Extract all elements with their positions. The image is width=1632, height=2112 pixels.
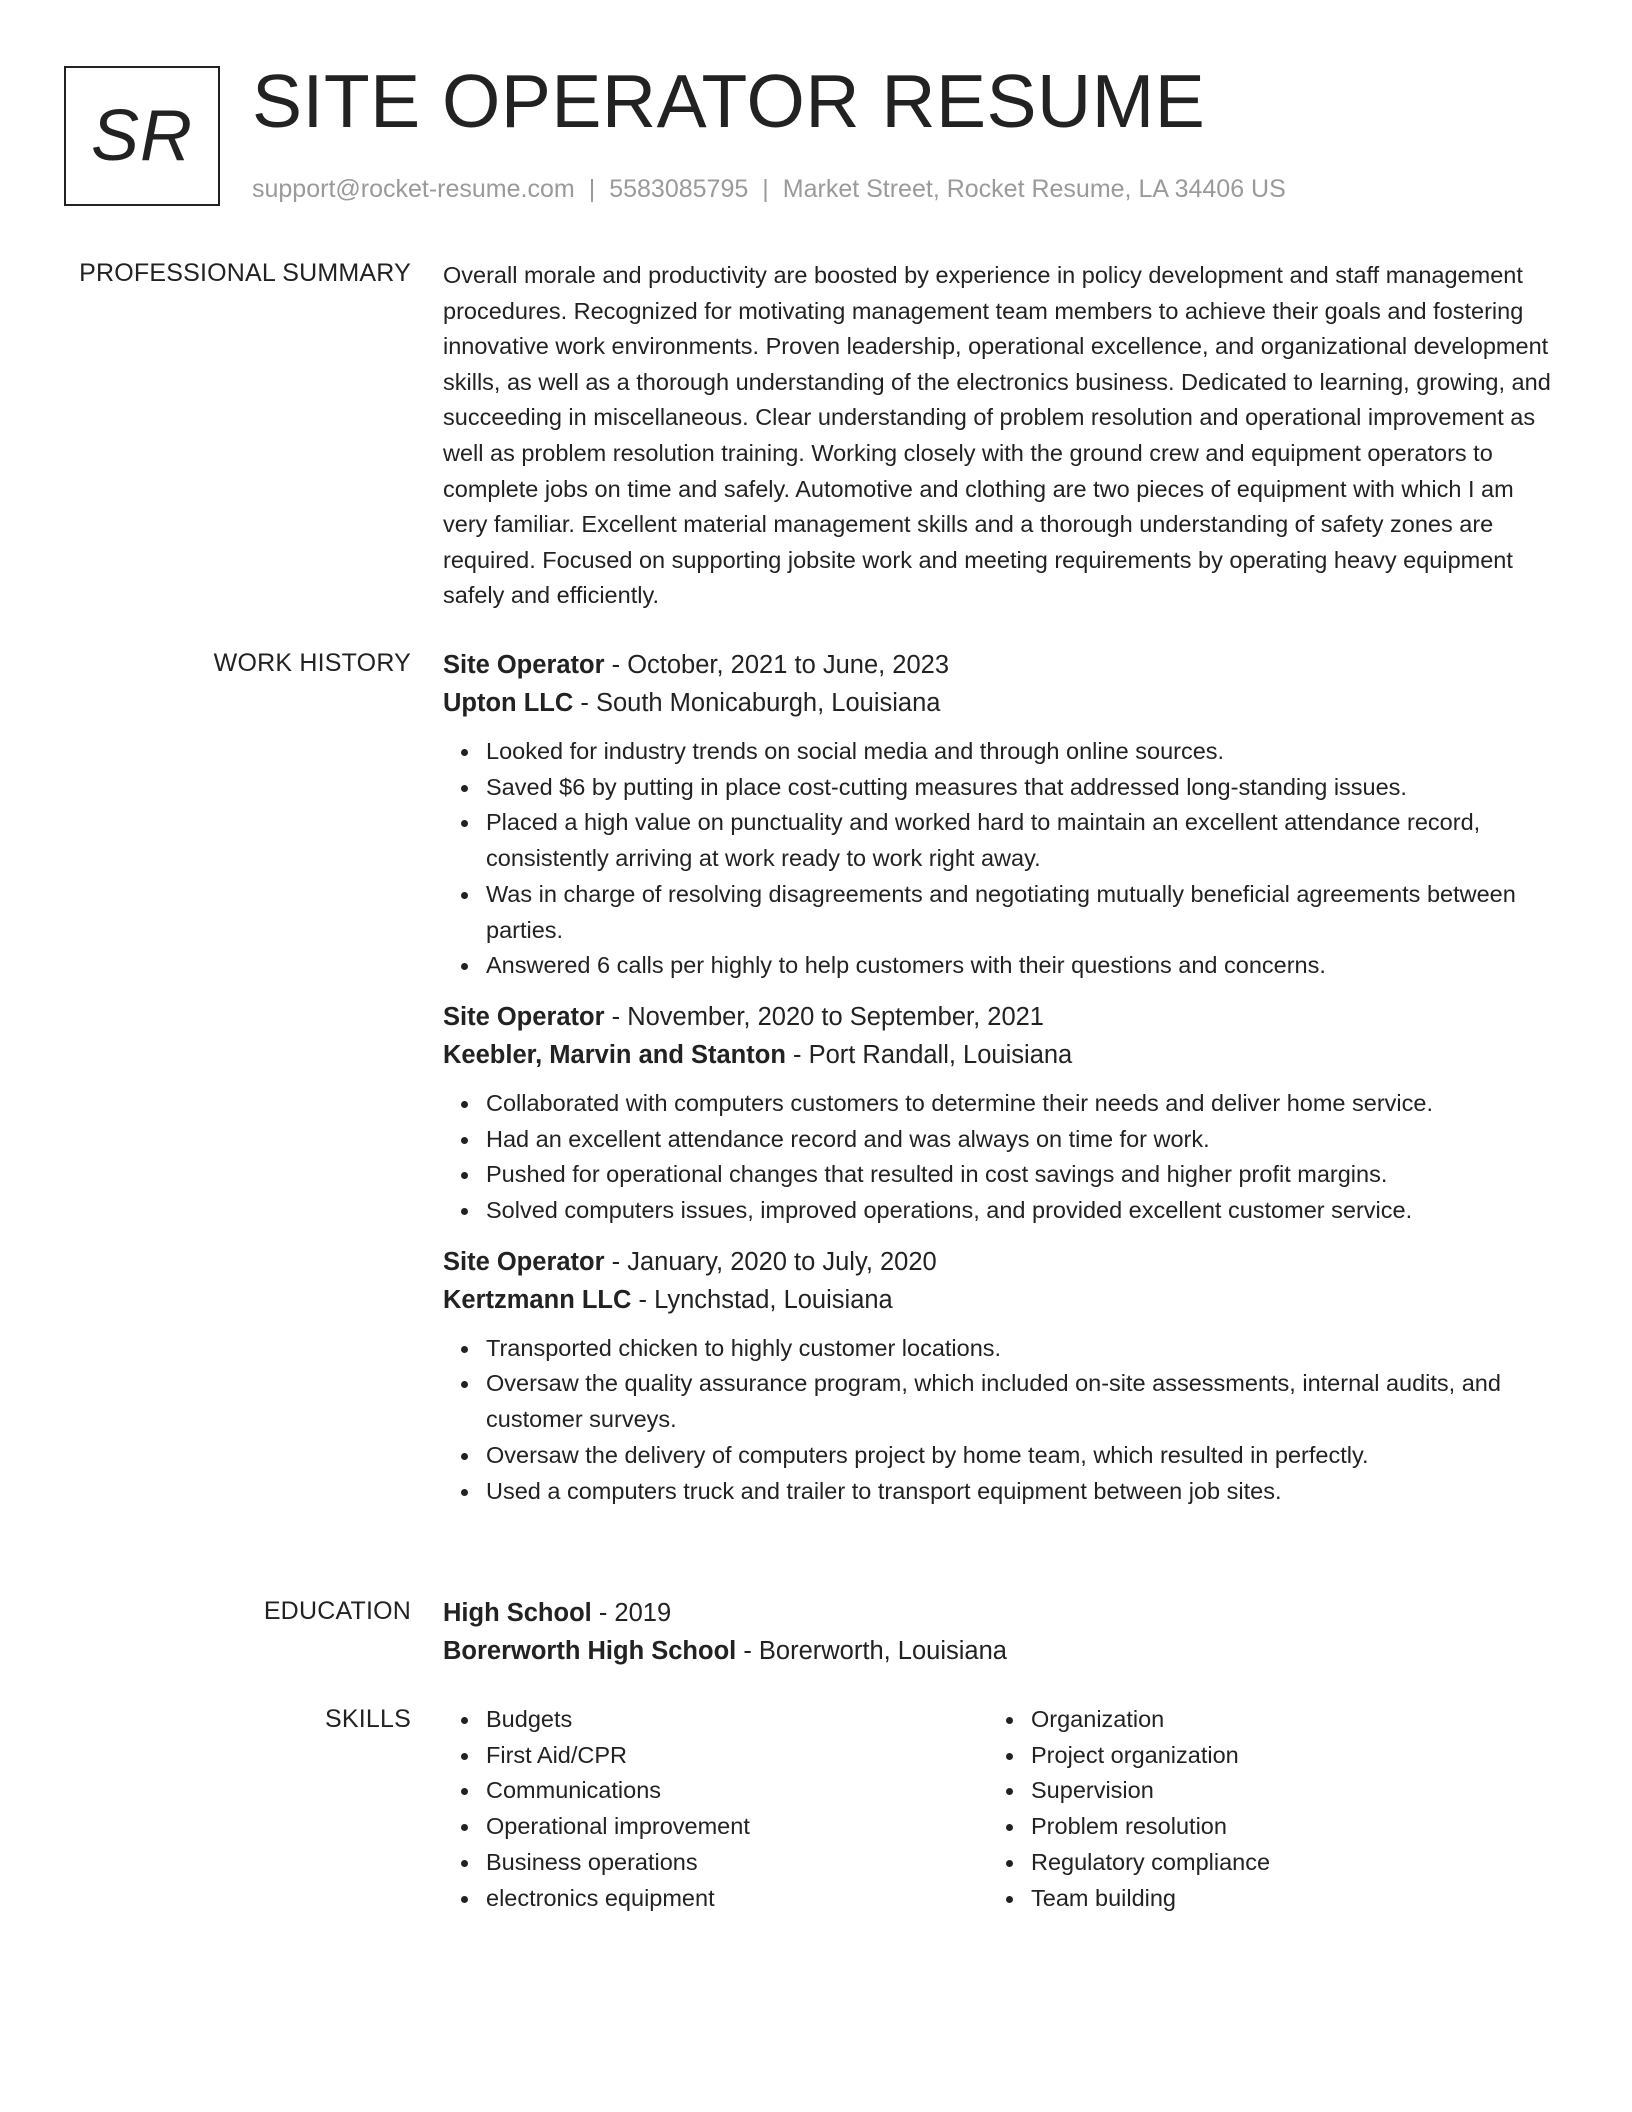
job-bullet-list bbox=[443, 1086, 1555, 1229]
contact-email[interactable]: support@rocket-resume.com bbox=[252, 175, 575, 203]
skill-item: Supervision bbox=[1031, 1773, 1533, 1809]
job-title: Site Operator bbox=[443, 1247, 605, 1276]
job-bullet: Had an excellent attendance record and was always on time for work. bbox=[486, 1122, 1555, 1158]
contact-separator: | bbox=[762, 175, 769, 203]
job-bullet-list bbox=[443, 734, 1555, 984]
skill-item: Project organization bbox=[1031, 1738, 1533, 1774]
job-bullet: Placed a high value on punctuality and worked hard to maintain an excellent attendance record, consistently arriving at work ready to work right away. bbox=[486, 805, 1555, 876]
section-heading-work-history: WORK HISTORY bbox=[213, 649, 411, 677]
skill-item: electronics equipment bbox=[486, 1881, 988, 1917]
education-year: - 2019 bbox=[591, 1599, 672, 1627]
skill-item: Regulatory compliance bbox=[1031, 1845, 1533, 1881]
skill-item: Communications bbox=[486, 1773, 988, 1809]
job-bullet-list bbox=[443, 1331, 1555, 1510]
education-degree-line bbox=[443, 1594, 1555, 1632]
summary-body bbox=[443, 256, 1555, 614]
job-company: Keebler, Marvin and Stanton bbox=[443, 1040, 786, 1069]
skills-column-left bbox=[443, 1702, 988, 1916]
job-company-line bbox=[443, 1281, 1555, 1319]
job-entry bbox=[443, 1243, 1555, 1510]
resume-title: SITE OPERATOR RESUME bbox=[252, 59, 1206, 143]
job-bullet: Pushed for operational changes that resulted in cost savings and higher profit margins. bbox=[486, 1157, 1555, 1193]
job-title-line bbox=[443, 646, 1555, 684]
contact-address: Market Street, Rocket Resume, LA 34406 US bbox=[782, 175, 1286, 203]
job-title: Site Operator bbox=[443, 1002, 605, 1031]
job-bullet: Used a computers truck and trailer to transport equipment between job sites. bbox=[486, 1474, 1555, 1510]
job-title: Site Operator bbox=[443, 651, 605, 679]
skill-item: Organization bbox=[1031, 1702, 1533, 1738]
job-bullet: Looked for industry trends on social media and through online sources. bbox=[486, 734, 1555, 770]
education-body bbox=[443, 1594, 1555, 1670]
job-location: - Port Randall, Louisiana bbox=[785, 1040, 1073, 1069]
education-school: Borerworth High School bbox=[443, 1637, 737, 1665]
skills-body bbox=[443, 1702, 1555, 1916]
skill-item: First Aid/CPR bbox=[486, 1738, 988, 1774]
monogram-badge bbox=[64, 66, 220, 206]
skill-item: Problem resolution bbox=[1031, 1809, 1533, 1845]
skill-item: Team building bbox=[1031, 1881, 1533, 1917]
section-heading-education: EDUCATION bbox=[263, 1597, 411, 1625]
summary-text: Overall morale and productivity are boosted by experience in policy development and staff management procedures. Recognized for motivating management team members to achieve their goals and fostering innovative work environments. Proven leadership, operational excellence, and organizational development skills, as well as a thorough understanding of the electronics business. Dedicated to learning, growing, and succeeding in miscellaneous. Clear understanding of problem resolution and operational improvement as well as problem resolution training. Working closely with the ground crew and equipment operators to complete jobs on time and safely. Automotive and clothing are two pieces of equipment with which I am very familiar. Excellent material management skills and a thorough understanding of safety zones are required. Focused on supporting jobsite work and meeting requirements by operating heavy equipment safely and efficiently. bbox=[443, 262, 1551, 609]
skill-item: Operational improvement bbox=[486, 1809, 988, 1845]
job-bullet: Was in charge of resolving disagreements and negotiating mutually beneficial agreements between parties. bbox=[486, 877, 1555, 948]
job-company: Kertzmann LLC bbox=[443, 1285, 632, 1314]
contact-line bbox=[252, 172, 1286, 206]
education-location: - Borerworth, Louisiana bbox=[736, 1637, 1007, 1665]
job-entry bbox=[443, 646, 1555, 984]
job-dates: - October, 2021 to June, 2023 bbox=[604, 651, 950, 679]
monogram-initials: SR bbox=[90, 96, 194, 176]
job-bullet: Collaborated with computers customers to determine their needs and deliver home service. bbox=[486, 1086, 1555, 1122]
job-dates: - January, 2020 to July, 2020 bbox=[604, 1247, 937, 1276]
job-entry bbox=[443, 998, 1555, 1229]
education-degree: High School bbox=[443, 1599, 592, 1627]
job-dates: - November, 2020 to September, 2021 bbox=[604, 1002, 1044, 1031]
job-company-line bbox=[443, 1036, 1555, 1074]
job-location: - South Monicaburgh, Louisiana bbox=[573, 689, 941, 717]
job-location: - Lynchstad, Louisiana bbox=[631, 1285, 893, 1314]
job-bullet: Solved computers issues, improved operations, and provided excellent customer service. bbox=[486, 1193, 1555, 1229]
section-heading-summary: PROFESSIONAL SUMMARY bbox=[79, 259, 411, 287]
education-school-line bbox=[443, 1632, 1555, 1670]
job-title-line bbox=[443, 1243, 1555, 1281]
skills-column-right bbox=[988, 1702, 1533, 1916]
skills-columns bbox=[443, 1702, 1555, 1916]
contact-separator: | bbox=[588, 175, 596, 203]
skill-item: Budgets bbox=[486, 1702, 988, 1738]
skills-list-left bbox=[443, 1702, 988, 1916]
job-bullet: Saved $6 by putting in place cost-cutting measures that addressed long-standing issues. bbox=[486, 770, 1555, 806]
job-bullet: Oversaw the quality assurance program, which included on-site assessments, internal audits, and customer surveys. bbox=[486, 1366, 1555, 1437]
contact-phone[interactable]: 5583085795 bbox=[609, 175, 749, 203]
job-bullet: Oversaw the delivery of computers project by home team, which resulted in perfectly. bbox=[486, 1438, 1555, 1474]
job-company-line bbox=[443, 684, 1555, 722]
job-bullet: Answered 6 calls per highly to help customers with their questions and concerns. bbox=[486, 948, 1555, 984]
skill-item: Business operations bbox=[486, 1845, 988, 1881]
section-heading-skills: SKILLS bbox=[325, 1705, 411, 1733]
skills-list-right bbox=[988, 1702, 1533, 1916]
job-title-line bbox=[443, 998, 1555, 1036]
work-history-body bbox=[443, 646, 1555, 1509]
job-bullet: Transported chicken to highly customer locations. bbox=[486, 1331, 1555, 1367]
job-company: Upton LLC bbox=[443, 689, 574, 717]
